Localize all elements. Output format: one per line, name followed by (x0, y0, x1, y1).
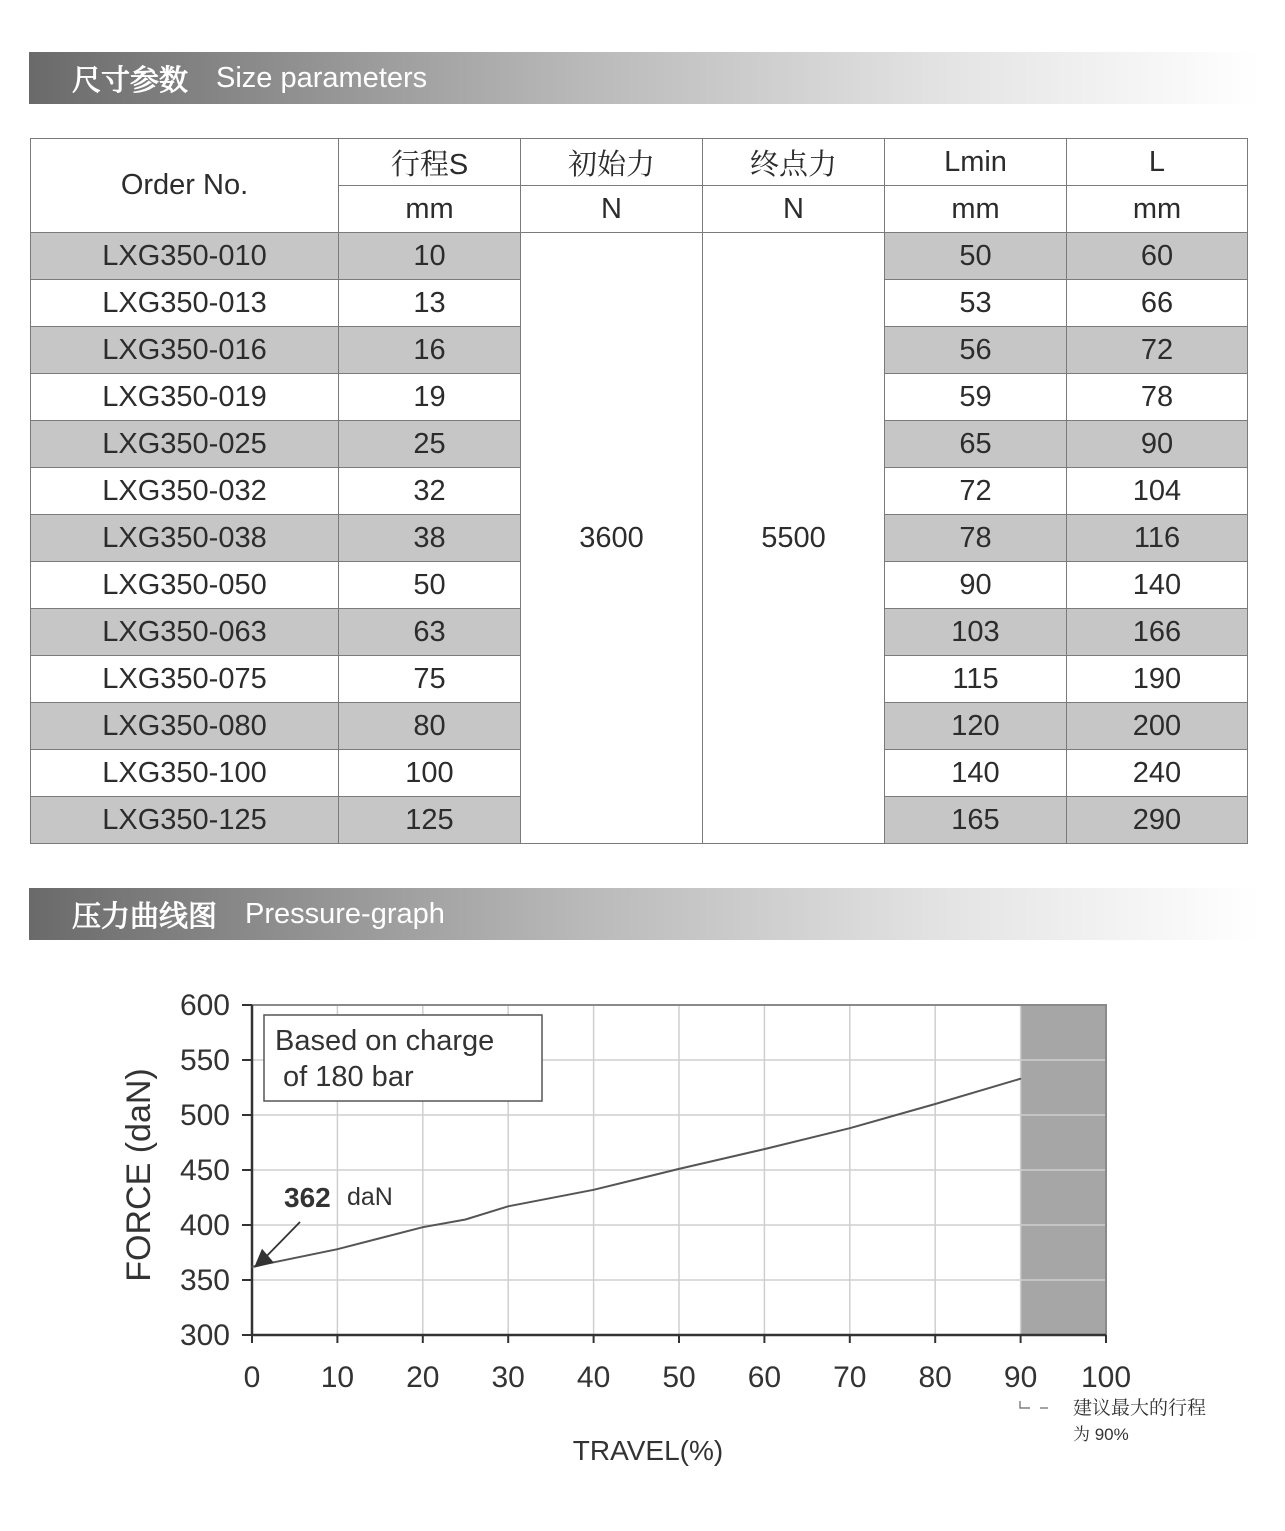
cell-order-no: LXG350-080 (31, 703, 339, 750)
cell-stroke: 13 (339, 280, 521, 327)
y-tick-label: 500 (179, 1099, 230, 1132)
header-lmin: Lmin (885, 139, 1067, 186)
cell-stroke: 38 (339, 515, 521, 562)
cell-end-force: 5500 (703, 233, 885, 844)
y-tick-label: 350 (179, 1264, 230, 1297)
cell-order-no: LXG350-050 (31, 562, 339, 609)
cell-stroke: 10 (339, 233, 521, 280)
x-axis-label: TRAVEL(%) (572, 1435, 724, 1466)
cell-stroke: 16 (339, 327, 521, 374)
cell-l: 90 (1067, 421, 1248, 468)
cell-order-no: LXG350-032 (31, 468, 339, 515)
cell-order-no: LXG350-025 (31, 421, 339, 468)
cell-initial-force: 3600 (521, 233, 703, 844)
header-initial-force: 初始力 (521, 139, 703, 186)
x-tick-label: 70 (833, 1361, 867, 1394)
cell-l: 140 (1067, 562, 1248, 609)
x-tick-label: 50 (662, 1361, 696, 1394)
note-line-1: Based on charge (275, 1025, 495, 1057)
cell-l: 290 (1067, 797, 1248, 844)
data-point (593, 1189, 595, 1191)
y-tick-label: 400 (179, 1209, 230, 1242)
y-tick-label: 300 (179, 1319, 230, 1352)
cell-stroke: 50 (339, 562, 521, 609)
cell-order-no: LXG350-063 (31, 609, 339, 656)
unit-initial-force: N (521, 186, 703, 233)
cell-order-no: LXG350-125 (31, 797, 339, 844)
cell-order-no: LXG350-075 (31, 656, 339, 703)
cell-lmin: 165 (885, 797, 1067, 844)
cell-order-no: LXG350-038 (31, 515, 339, 562)
cell-l: 116 (1067, 515, 1248, 562)
cell-stroke: 100 (339, 750, 521, 797)
cell-lmin: 115 (885, 656, 1067, 703)
x-tick-label: 40 (576, 1361, 611, 1394)
cell-stroke: 63 (339, 609, 521, 656)
cell-lmin: 65 (885, 421, 1067, 468)
cell-stroke: 25 (339, 421, 521, 468)
data-point (465, 1219, 467, 1221)
recommendation-line-1: 建议最大的行程 (1073, 1398, 1207, 1419)
y-tick-label: 600 (179, 989, 230, 1022)
size-title-en: Size parameters (216, 61, 428, 94)
y-axis-label: FORCE (daN) (120, 1068, 158, 1282)
recommendation-line-2: 为 90% (1073, 1425, 1129, 1444)
unit-stroke: mm (339, 186, 521, 233)
cell-l: 78 (1067, 374, 1248, 421)
cell-l: 240 (1067, 750, 1248, 797)
note-line-2: of 180 bar (283, 1061, 414, 1093)
cell-l: 60 (1067, 233, 1248, 280)
cell-lmin: 120 (885, 703, 1067, 750)
cell-lmin: 53 (885, 280, 1067, 327)
recommendation-marker (1020, 1401, 1030, 1408)
cell-stroke: 125 (339, 797, 521, 844)
pressure-title-en: Pressure-graph (245, 897, 445, 930)
x-tick-label: 20 (406, 1361, 440, 1394)
cell-l: 190 (1067, 656, 1248, 703)
cell-stroke: 80 (339, 703, 521, 750)
x-tick-label: 10 (320, 1361, 355, 1394)
cell-stroke: 75 (339, 656, 521, 703)
cell-stroke: 19 (339, 374, 521, 421)
unit-end-force: N (703, 186, 885, 233)
data-point (764, 1148, 766, 1150)
data-point (934, 1103, 936, 1105)
pressure-title-cn: 压力曲线图 (72, 900, 218, 933)
unit-lmin: mm (885, 186, 1067, 233)
cell-l: 72 (1067, 327, 1248, 374)
cell-order-no: LXG350-100 (31, 750, 339, 797)
y-tick-label: 450 (179, 1154, 230, 1187)
cell-lmin: 140 (885, 750, 1067, 797)
data-point (1020, 1078, 1022, 1080)
cell-l: 166 (1067, 609, 1248, 656)
header-order-no: Order No. (31, 139, 339, 233)
cell-lmin: 50 (885, 233, 1067, 280)
cell-l: 104 (1067, 468, 1248, 515)
x-tick-label: 100 (1080, 1361, 1132, 1394)
cell-lmin: 72 (885, 468, 1067, 515)
cell-l: 66 (1067, 280, 1248, 327)
y-tick-label: 550 (179, 1044, 230, 1077)
cell-lmin: 90 (885, 562, 1067, 609)
unit-l: mm (1067, 186, 1248, 233)
cell-lmin: 56 (885, 327, 1067, 374)
cell-order-no: LXG350-010 (31, 233, 339, 280)
x-tick-label: 90 (1003, 1361, 1038, 1394)
cell-stroke: 32 (339, 468, 521, 515)
data-point (422, 1226, 424, 1228)
cell-order-no: LXG350-019 (31, 374, 339, 421)
data-point (251, 1266, 253, 1268)
x-tick-label: 80 (918, 1361, 952, 1394)
data-point (678, 1168, 680, 1170)
annotation-value: 362 (284, 1182, 331, 1213)
x-tick-label: 30 (491, 1361, 525, 1394)
x-tick-label: 0 (243, 1361, 261, 1394)
header-l: L (1067, 139, 1248, 186)
x-tick-label: 60 (747, 1361, 782, 1394)
data-point (849, 1127, 851, 1129)
annotation-unit: daN (347, 1183, 393, 1211)
cell-lmin: 103 (885, 609, 1067, 656)
data-point (337, 1248, 339, 1250)
header-end-force: 终点力 (703, 139, 885, 186)
data-point (507, 1206, 509, 1208)
cell-lmin: 78 (885, 515, 1067, 562)
size-title-cn: 尺寸参数 (72, 64, 189, 97)
header-stroke: 行程S (339, 139, 521, 186)
cell-order-no: LXG350-013 (31, 280, 339, 327)
cell-lmin: 59 (885, 374, 1067, 421)
cell-order-no: LXG350-016 (31, 327, 339, 374)
cell-l: 200 (1067, 703, 1248, 750)
